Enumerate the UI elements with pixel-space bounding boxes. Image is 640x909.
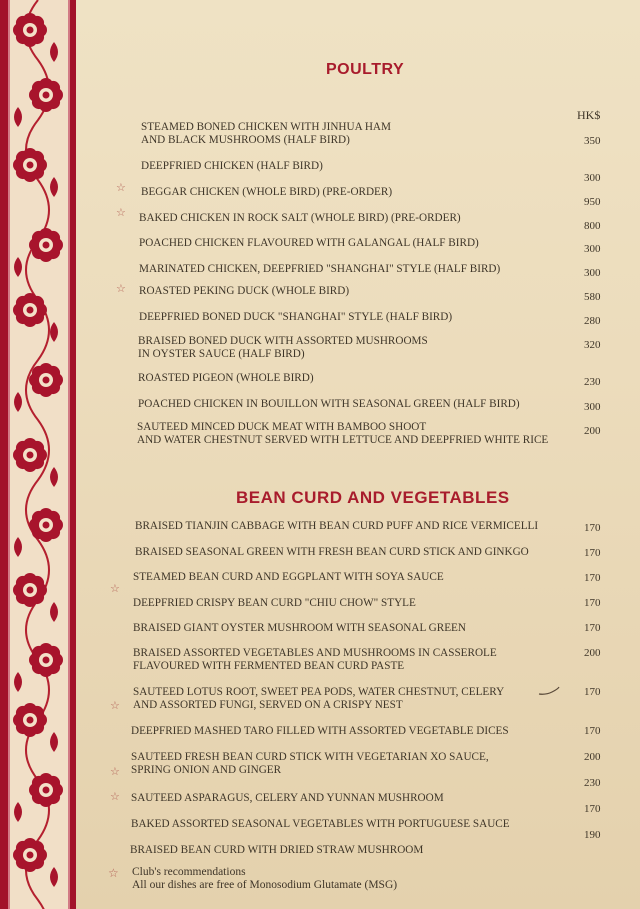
bean-curd-item-line: SAUTEED ASPARAGUS, CELERY AND YUNNAN MUSHROOM <box>131 792 444 804</box>
poultry-item-name <box>141 121 391 146</box>
poultry-item-name <box>138 372 314 385</box>
bean-curd-item-name <box>131 751 489 776</box>
star-outline-icon: ☆ <box>108 866 119 880</box>
poultry-item-name <box>139 263 500 276</box>
poultry-item-line: SAUTEED MINCED DUCK MEAT WITH BAMBOO SHOOT <box>137 421 427 433</box>
bean-curd-item-line: FLAVOURED WITH FERMENTED BEAN CURD PASTE <box>133 659 405 672</box>
poultry-item-line: ROASTED PIGEON (WHOLE BIRD) <box>138 372 314 384</box>
bean-curd-item-line: BAKED ASSORTED SEASONAL VEGETABLES WITH PORTUGUESE SAUCE <box>131 818 510 830</box>
poultry-item-name <box>139 311 452 324</box>
poultry-item-line: MARINATED CHICKEN, DEEPFRIED "SHANGHAI" STYLE (HALF BIRD) <box>139 263 501 275</box>
floral-border <box>0 0 76 909</box>
poultry-item-name <box>141 186 392 199</box>
poultry-item-line: POACHED CHICKEN FLAVOURED WITH GALANGAL (HALF BIRD) <box>139 237 479 249</box>
bean-curd-item-line: BRAISED SEASONAL GREEN WITH FRESH BEAN CURD STICK AND GINKGO <box>135 546 529 558</box>
poultry-item-name <box>141 160 323 173</box>
poultry-item-line: AND WATER CHESTNUT SERVED WITH LETTUCE AND DEEPFRIED WHITE RICE <box>137 433 549 446</box>
bean-curd-item-name <box>131 792 444 805</box>
poultry-item-price: 300 <box>584 401 601 413</box>
bean-curd-item-price: 190 <box>584 829 601 841</box>
poultry-item-price: 300 <box>584 243 601 255</box>
bean-curd-item-line: SPRING ONION AND GINGER <box>131 763 282 776</box>
poultry-item-price: 350 <box>584 135 601 147</box>
poultry-item-name <box>139 212 461 225</box>
bean-curd-item-price: 170 <box>584 622 601 634</box>
poultry-item-line: ROASTED PEKING DUCK (WHOLE BIRD) <box>139 285 350 297</box>
poultry-item-line: DEEPFRIED BONED DUCK "SHANGHAI" STYLE (HALF BIRD) <box>139 311 453 323</box>
bean-curd-item-line: DEEPFRIED CRISPY BEAN CURD "CHIU CHOW" STYLE <box>133 597 416 609</box>
poultry-item-name <box>139 285 349 298</box>
poultry-item-line: AND BLACK MUSHROOMS (HALF BIRD) <box>141 133 350 146</box>
bean-curd-heading: BEAN CURD AND VEGETABLES <box>236 488 510 507</box>
bean-curd-item-price: 200 <box>584 647 601 659</box>
bean-curd-item-price: 170 <box>584 572 601 584</box>
poultry-item-line: BAKED CHICKEN IN ROCK SALT (WHOLE BIRD) (PRE-ORDER) <box>139 212 461 224</box>
poultry-item-line: POACHED CHICKEN IN BOUILLON WITH SEASONAL GREEN (HALF BIRD) <box>138 398 520 410</box>
bean-curd-item-name <box>133 686 504 711</box>
bean-curd-item-line: BRAISED GIANT OYSTER MUSHROOM WITH SEASONAL GREEN <box>133 622 466 634</box>
star-outline-icon: ☆ <box>116 207 126 219</box>
bean-curd-item-price: 200 <box>584 751 601 763</box>
currency-label: HK$ <box>577 108 601 122</box>
bean-curd-item-price: 170 <box>584 597 601 609</box>
poultry-item-price: 950 <box>584 196 601 208</box>
bean-curd-item-price: 170 <box>584 522 601 534</box>
bean-curd-item-line: BRAISED ASSORTED VEGETABLES AND MUSHROOMS IN CASSEROLE <box>133 647 497 659</box>
bean-curd-item-name <box>135 546 529 559</box>
poultry-item-line: STEAMED BONED CHICKEN WITH JINHUA HAM <box>141 121 391 133</box>
bean-curd-item-line: SAUTEED LOTUS ROOT, SWEET PEA PODS, WATER CHESTNUT, CELERY <box>133 686 505 698</box>
handwritten-tick-mark <box>538 686 560 696</box>
bean-curd-item-price: 170 <box>584 686 601 698</box>
poultry-item-price: 800 <box>584 220 601 232</box>
bean-curd-item-name <box>133 597 416 610</box>
bean-curd-item-line: AND ASSORTED FUNGI, SERVED ON A CRISPY NEST <box>133 698 403 711</box>
poultry-item-name <box>139 237 479 250</box>
star-outline-icon: ☆ <box>116 182 126 194</box>
poultry-item-line: BEGGAR CHICKEN (WHOLE BIRD) (PRE-ORDER) <box>141 186 393 198</box>
bean-curd-item-line: BRAISED TIANJIN CABBAGE WITH BEAN CURD PUFF AND RICE VERMICELLI <box>135 520 539 532</box>
bean-curd-item-name <box>131 725 509 738</box>
poultry-item-price: 230 <box>584 376 601 388</box>
poultry-item-name <box>138 398 520 411</box>
poultry-item-line: IN OYSTER SAUCE (HALF BIRD) <box>138 347 305 360</box>
poultry-item-name <box>137 421 548 446</box>
bean-curd-item-price: 170 <box>584 803 601 815</box>
bean-curd-item-name <box>133 622 466 635</box>
bean-curd-item-price: 230 <box>584 777 601 789</box>
msg-note: All our dishes are free of Monosodium Glutamate (MSG) <box>132 879 398 891</box>
poultry-heading: POULTRY <box>326 61 405 78</box>
bean-curd-item-name <box>133 571 444 584</box>
bean-curd-item-line: STEAMED BEAN CURD AND EGGPLANT WITH SOYA SAUCE <box>133 571 444 583</box>
star-outline-icon: ☆ <box>110 700 120 712</box>
star-outline-icon: ☆ <box>110 791 120 803</box>
bean-curd-item-price: 170 <box>584 725 601 737</box>
poultry-item-line: DEEPFRIED CHICKEN (HALF BIRD) <box>141 160 323 172</box>
bean-curd-item-name <box>130 844 423 857</box>
poultry-item-price: 320 <box>584 339 601 351</box>
bean-curd-item-price: 170 <box>584 547 601 559</box>
floral-ornament-icon <box>0 0 76 909</box>
bean-curd-item-name <box>135 520 538 533</box>
poultry-item-price: 300 <box>584 267 601 279</box>
poultry-item-price: 200 <box>584 425 601 437</box>
bean-curd-item-line: BRAISED BEAN CURD WITH DRIED STRAW MUSHROOM <box>130 844 424 856</box>
star-outline-icon: ☆ <box>110 766 120 778</box>
bean-curd-item-name <box>131 818 510 831</box>
recommendation-note: Club's recommendations <box>132 866 246 878</box>
poultry-item-price: 280 <box>584 315 601 327</box>
poultry-item-price: 300 <box>584 172 601 184</box>
star-outline-icon: ☆ <box>116 283 126 295</box>
bean-curd-item-name <box>133 647 497 672</box>
poultry-item-line: BRAISED BONED DUCK WITH ASSORTED MUSHROOMS <box>138 335 428 347</box>
bean-curd-item-line: SAUTEED FRESH BEAN CURD STICK WITH VEGETARIAN XO SAUCE, <box>131 751 489 763</box>
star-outline-icon: ☆ <box>110 583 120 595</box>
poultry-item-name <box>138 335 428 360</box>
footer-notes <box>132 866 397 892</box>
bean-curd-item-line: DEEPFRIED MASHED TARO FILLED WITH ASSORTED VEGETABLE DICES <box>131 725 509 737</box>
poultry-item-price: 580 <box>584 291 601 303</box>
